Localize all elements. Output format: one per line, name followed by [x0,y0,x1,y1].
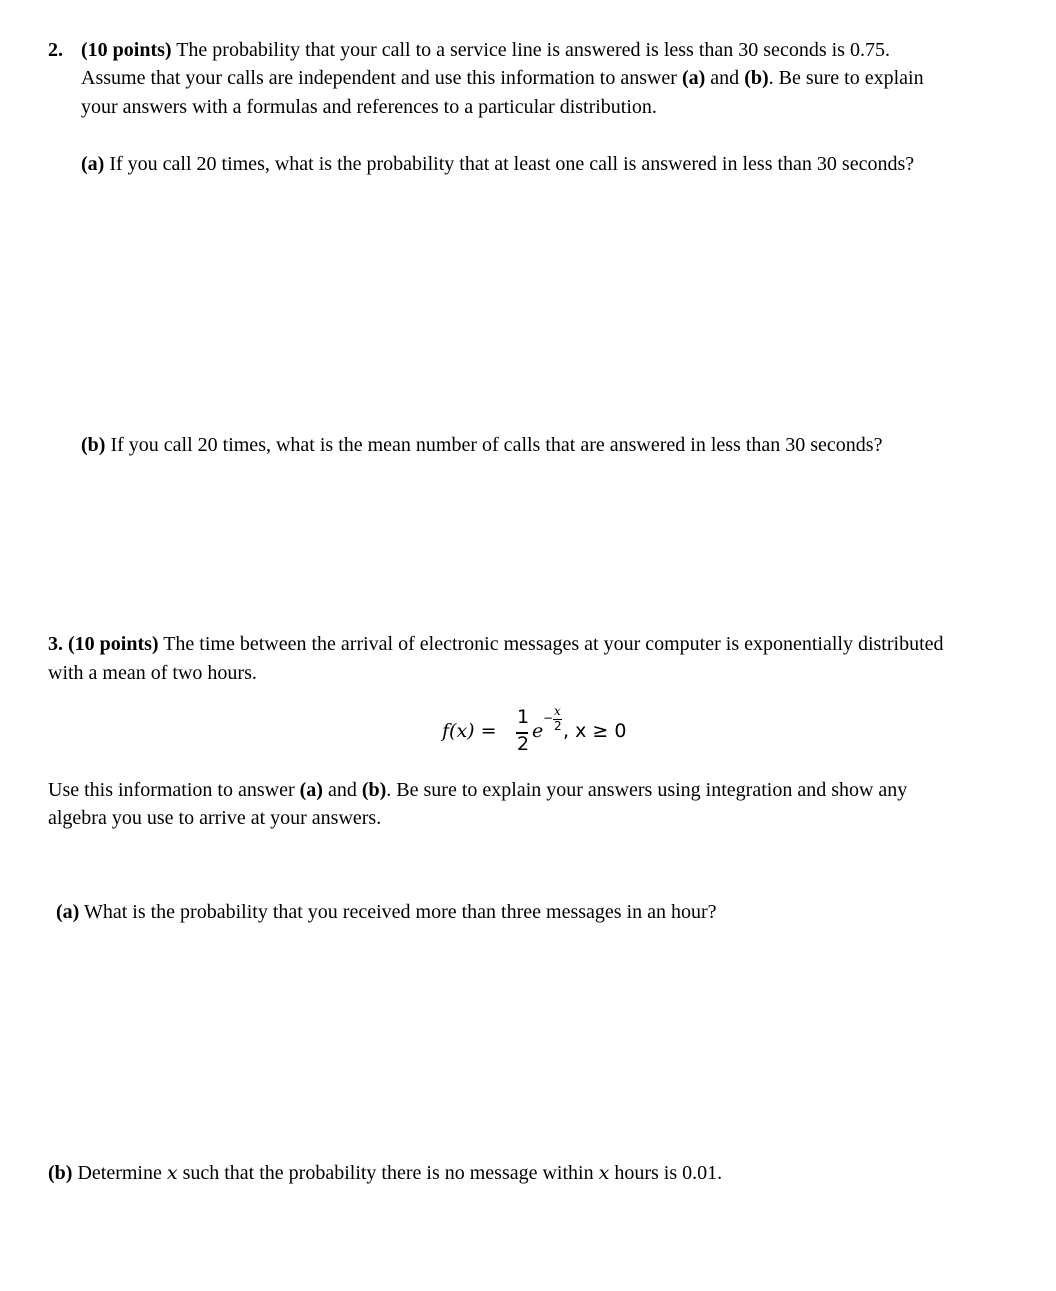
pdf-formula [442,706,642,756]
q3-part-b-text3: hours is 0.01. [609,1162,723,1184]
formula-lhs: f(x) = [442,720,497,742]
q2-part-b-label: (b) [81,434,106,456]
q3-use-line1 [48,776,907,805]
formula-frac-num: 1 [517,706,530,728]
q2-b-ref: (b) [744,67,769,89]
formula-exp-den: 2 [554,719,562,733]
q2-line1-text: The probability that your call to a service line is answered is less than 30 seconds is 0.75. [171,39,890,61]
q2-line2-start: Assume that your calls are independent and use this information to answer [81,67,682,89]
q3-part-a [56,898,717,927]
formula-frac-den: 2 [517,733,530,755]
q2-line2 [81,64,924,93]
q3-line2: with a mean of two hours. [48,662,257,684]
q3-part-b-var: x [166,1162,178,1184]
q3-and: and [322,779,362,801]
q3-part-b-var2: x [598,1162,610,1184]
formula-tail: , x ≥ 0 [563,720,627,742]
q2-line2-end: . Be sure to explain [768,67,924,89]
q2-and: and [705,67,745,89]
q3-use-start: Use this information to answer [48,779,300,801]
q3-use-end: . Be sure to explain your answers using integration and show any [386,779,908,801]
q3-line1 [48,630,944,659]
q3-use-line2: algebra you use to arrive at your answers. [48,807,382,829]
q2-points: (10 points) [81,39,172,61]
formula-exp-num: x [554,704,561,718]
q3-number-points: 3. (10 points) [48,633,159,655]
q3-part-a-text: What is the probability that you received more than three messages in an hour? [79,901,717,923]
q2-part-b-text: If you call 20 times, what is the mean number of calls that are answered in less than 30 seconds? [105,434,883,456]
q3-a-ref: (a) [299,779,323,801]
formula-base: e [532,720,544,742]
q2-part-a-label: (a) [81,153,105,175]
q3-part-a-label: (a) [56,901,80,923]
q3-b-ref: (b) [361,779,387,801]
q2-number: 2. [48,39,63,61]
q2-line1 [81,36,890,65]
q3-part-b [48,1159,722,1188]
q2-line3: your answers with a formulas and references to a particular distribution. [81,96,657,118]
q3-part-b-label: (b) [48,1162,73,1184]
q2-a-ref: (a) [681,67,706,89]
q3-line1-text: The time between the arrival of electronic messages at your computer is exponentially distributed [158,633,944,655]
formula-exp-sign: − [543,711,554,725]
q2-part-b [81,431,882,460]
q2-part-a-text: If you call 20 times, what is the probability that at least one call is answered in less than 30 seconds? [104,153,915,175]
q3-part-b-text2: such that the probability there is no message within [177,1162,599,1184]
q3-part-b-text1: Determine [72,1162,167,1184]
q2-part-a [81,150,914,179]
